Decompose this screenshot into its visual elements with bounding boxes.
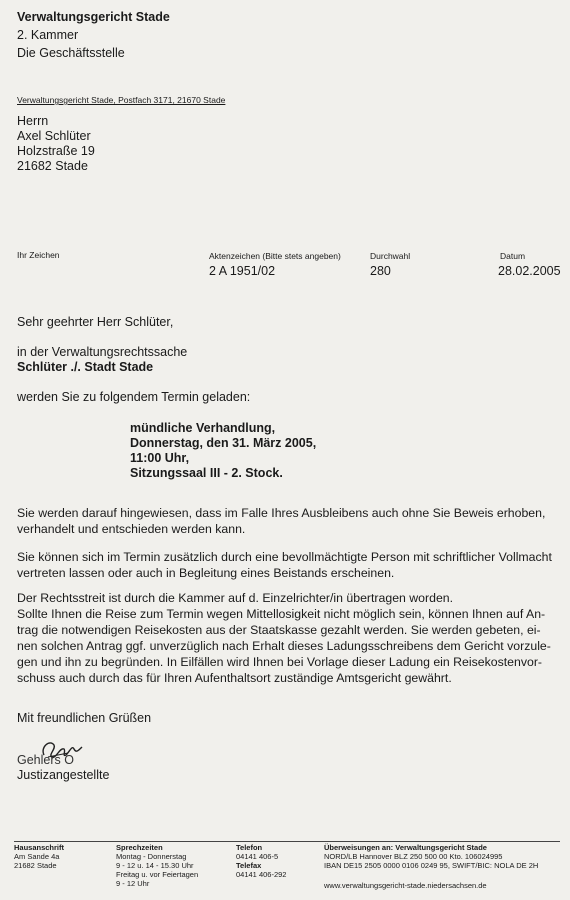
paragraph-representation xyxy=(17,549,565,581)
closing: Mit freundlichen Grüßen xyxy=(17,711,152,725)
footer-divider xyxy=(14,841,560,842)
appointment-type: mündliche Verhandlung, xyxy=(130,421,276,435)
paragraph-line: schuss auch durch das für Ihren Aufenthaltsort zuständige Amtsgericht gewährt. xyxy=(17,671,452,685)
footer-sprechzeiten-line: 9 - 12 u. 14 - 15.30 Uhr xyxy=(116,861,194,870)
sender-court: Verwaltungsgericht Stade xyxy=(17,10,170,24)
footer-telefon-value: 04141 406-5 xyxy=(236,852,279,861)
footer-hausanschrift-line: 21682 Stade xyxy=(14,861,57,870)
appointment-date: Donnerstag, den 31. März 2005, xyxy=(130,436,317,450)
paragraph-line: Sie können sich im Termin zusätzlich durch eine bevollmächtigte Person mit schriftlicher Vollmacht xyxy=(17,550,552,564)
footer-telefon-label: Telefon xyxy=(236,843,263,852)
footer-sprechzeiten-line: Montag - Donnerstag xyxy=(116,852,187,861)
sender-office: Die Geschäftsstelle xyxy=(17,46,125,60)
appointment-time: 11:00 Uhr, xyxy=(130,451,190,465)
footer-bank-line: NORD/LB Hannover BLZ 250 500 00 Kto. 106024995 xyxy=(324,852,503,861)
datum-value: 28.02.2005 xyxy=(498,264,561,278)
paragraph-line: Sollte Ihnen die Reise zum Termin wegen Mittellosigkeit nicht möglich sein, können Ihnen auf An- xyxy=(17,607,546,621)
paragraph-line: vertreten lassen oder auch in Begleitung eines Beistands erscheinen. xyxy=(17,566,395,580)
sender-chamber: 2. Kammer xyxy=(17,28,79,42)
footer-telefax-label: Telefax xyxy=(236,861,262,870)
appointment-room: Sitzungssaal III - 2. Stock. xyxy=(130,466,283,480)
footer-sprechzeiten-line: Freitag u. vor Feiertagen xyxy=(116,870,199,879)
footer-bank-label: Überweisungen an: Verwaltungsgericht Stade xyxy=(324,843,487,852)
ihr-zeichen-label: Ihr Zeichen xyxy=(17,250,60,260)
paragraph-line: gen und ihn zu begründen. In Eilfällen wird Ihnen bei Vorlage dieser Ladung ein Reisekostenvor- xyxy=(17,655,543,669)
durchwahl-value: 280 xyxy=(370,264,391,278)
return-address: Verwaltungsgericht Stade, Postfach 3171, 21670 Stade xyxy=(17,95,226,105)
intro-text: in der Verwaltungsrechtssache xyxy=(17,345,188,359)
footer-sprechzeiten-line: 9 - 12 Uhr xyxy=(116,879,150,888)
case-title: Schlüter ./. Stadt Stade xyxy=(17,360,154,374)
paragraph-line: nen solchen Antrag ggf. unverzüglich nach Erhalt dieses Ladungsschreibens dem Gericht vorzule- xyxy=(17,639,551,653)
footer-telefax-value: 04141 406-292 xyxy=(236,870,287,879)
recipient-name: Axel Schlüter xyxy=(17,129,91,143)
recipient-city: 21682 Stade xyxy=(17,159,88,173)
footer-sprechzeiten-label: Sprechzeiten xyxy=(116,843,163,852)
footer-bank-line: IBAN DE15 2505 0000 0106 0249 95, SWIFT/BIC: NOLA DE 2H xyxy=(324,861,539,870)
signer-title: Justizangestellte xyxy=(17,768,110,782)
recipient-salutation: Herrn xyxy=(17,114,49,128)
paragraph-line: verhandelt und entschieden werden kann. xyxy=(17,522,246,536)
aktenzeichen-value: 2 A 1951/02 xyxy=(209,264,276,278)
footer-hausanschrift-label: Hausanschrift xyxy=(14,843,65,852)
paragraph-line: trag die notwendigen Reisekosten aus der Staatskasse gezahlt werden. Sie werden gebeten, ei- xyxy=(17,623,541,637)
durchwahl-label: Durchwahl xyxy=(370,251,411,261)
recipient-street: Holzstraße 19 xyxy=(17,144,95,158)
greeting: Sehr geehrter Herr Schlüter, xyxy=(17,315,174,329)
paragraph-line: Der Rechtsstreit ist durch die Kammer auf d. Einzelrichter/in übertragen worden. xyxy=(17,591,454,605)
paragraph-line: Sie werden darauf hingewiesen, dass im Falle Ihres Ausbleibens auch ohne Sie Beweis erhoben, xyxy=(17,506,546,520)
aktenzeichen-label: Aktenzeichen (Bitte stets angeben) xyxy=(209,251,341,261)
signer-name: Gehlers O xyxy=(17,753,74,767)
paragraph-absence xyxy=(17,505,565,537)
paragraph-travel-costs xyxy=(17,590,565,686)
datum-label: Datum xyxy=(500,251,526,261)
invitation-text: werden Sie zu folgendem Termin geladen: xyxy=(17,390,251,404)
footer-hausanschrift-line: Am Sande 4a xyxy=(14,852,60,861)
footer-website: www.verwaltungsgericht-stade.niedersachsen.de xyxy=(324,881,487,890)
